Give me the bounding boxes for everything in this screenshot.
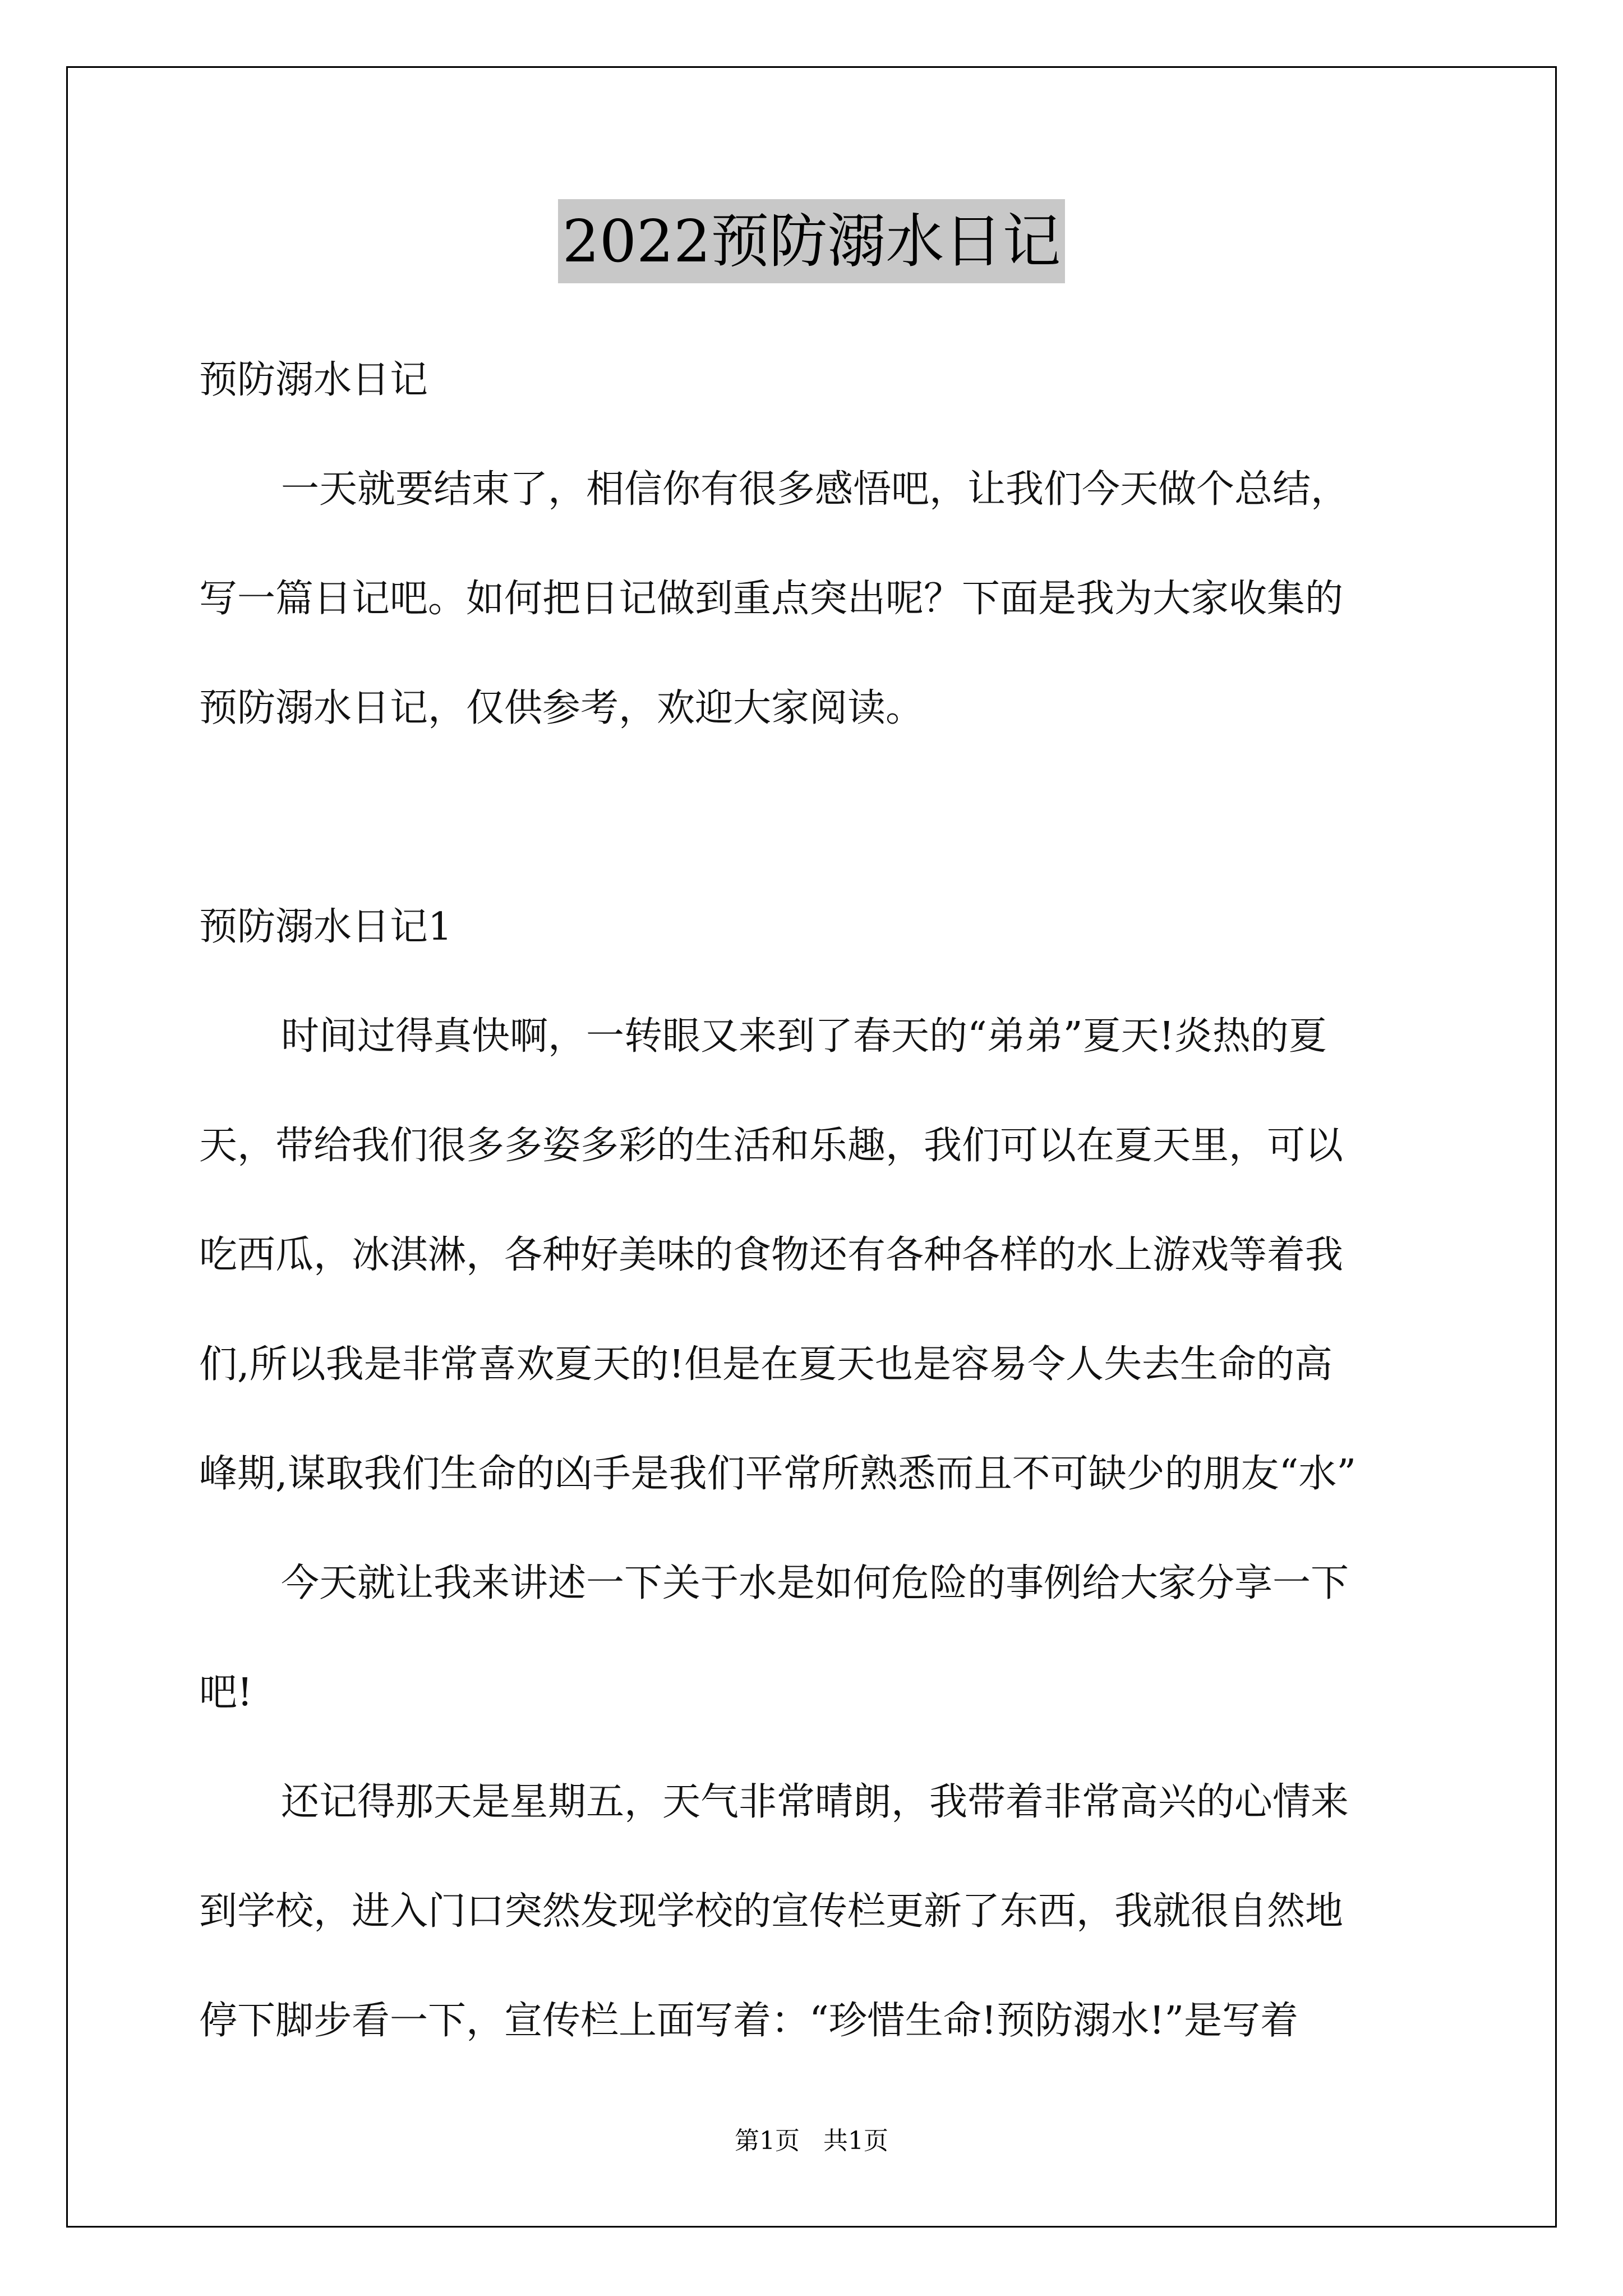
page-footer [0,2120,1623,2156]
title-container [0,199,1623,283]
paragraph-line: 峰期,谋取我们生命的凶手是我们平常所熟悉而且不可缺少的朋友“水” [199,1452,1357,1496]
page-number: 第1页 [735,2127,800,2155]
paragraph-line: 还记得那天是星期五，天气非常晴朗，我带着非常高兴的心情来 [281,1780,1349,1824]
paragraph-line: 们,所以我是非常喜欢夏天的!但是在夏天也是容易令人失去生命的高 [199,1342,1332,1387]
paragraph-line: 天，带给我们很多多姿多彩的生活和乐趣，我们可以在夏天里，可以 [199,1124,1344,1168]
paragraph-line: 时间过得真快啊，一转眼又来到了春天的“弟弟”夏天!炎热的夏 [281,1014,1327,1059]
document-body [199,325,1433,2076]
paragraph-line: 到学校，进入门口突然发现学校的宣传栏更新了东西，我就很自然地 [199,1889,1344,1934]
section-heading: 预防溺水日记1 [199,905,453,949]
subtitle: 预防溺水日记 [199,358,428,402]
document-title: 2022预防溺水日记 [558,199,1066,283]
paragraph-line: 预防溺水日记，仅供参考，欢迎大家阅读。 [199,686,924,730]
paragraph-line: 吃西瓜，冰淇淋，各种好美味的食物还有各种各样的水上游戏等着我 [199,1233,1344,1277]
paragraph-line: 今天就让我来讲述一下关于水是如何危险的事例给大家分享一下 [281,1561,1349,1605]
blank-line [199,763,1433,872]
paragraph-line: 停下脚步看一下，宣传栏上面写着：“珍惜生命!预防溺水!”是写着 [199,1999,1299,2043]
paragraph-line: 吧! [199,1671,253,1715]
page-total: 共1页 [823,2127,888,2155]
paragraph-line: 一天就要结束了，相信你有很多感悟吧，让我们今天做个总结， [281,467,1349,512]
paragraph-line: 写一篇日记吧。如何把日记做到重点突出呢？下面是我为大家收集的 [199,577,1344,621]
